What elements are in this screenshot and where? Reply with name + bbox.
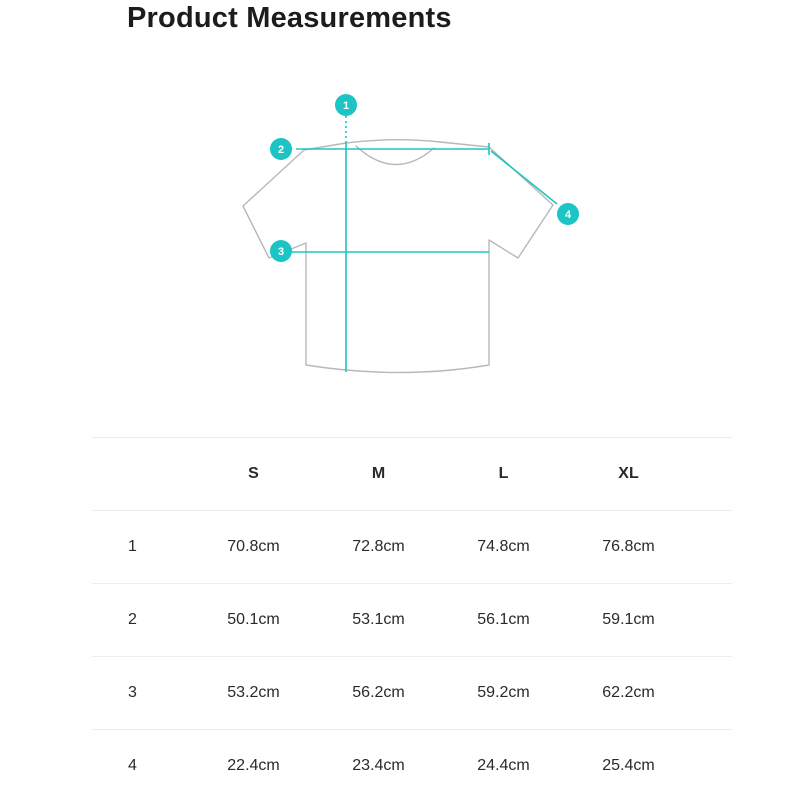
marker-1 [335,94,357,116]
table-row [92,511,732,584]
table-cell: 53.2cm [191,657,316,730]
table-cell: 72.8cm [316,511,441,584]
row-label: 1 [92,511,191,584]
table-cell: 59.2cm [441,657,566,730]
table-cell: 56.1cm [441,584,566,657]
svg-text:2: 2 [278,144,284,156]
marker-3 [270,240,292,262]
table-cell: 70.8cm [191,511,316,584]
header-trailing-cell [691,438,732,511]
table-cell: 76.8cm [566,511,691,584]
size-header-row [92,438,732,511]
size-table [92,437,732,802]
row-label: 3 [92,657,191,730]
table-cell: 24.4cm [441,730,566,802]
size-header-s: S [191,438,316,511]
measure-line-4 [491,151,557,204]
table-cell: 59.1cm [566,584,691,657]
measurement-lines [290,116,557,372]
table-cell: 56.2cm [316,657,441,730]
svg-text:1: 1 [343,100,349,112]
row-label: 4 [92,730,191,802]
table-cell: 62.2cm [566,657,691,730]
table-row [92,584,732,657]
trailing-cell [691,657,732,730]
tshirt-measurement-diagram [0,0,800,400]
size-header-m: M [316,438,441,511]
row-label: 2 [92,584,191,657]
table-cell: 74.8cm [441,511,566,584]
table-cell: 53.1cm [316,584,441,657]
svg-text:4: 4 [565,209,572,221]
marker-4 [557,203,579,225]
size-header-l: L [441,438,566,511]
header-empty-cell [92,438,191,511]
page-title: Product Measurements [127,2,452,35]
trailing-cell [691,584,732,657]
table-cell: 23.4cm [316,730,441,802]
trailing-cell [691,730,732,802]
table-cell: 22.4cm [191,730,316,802]
trailing-cell [691,511,732,584]
table-row [92,657,732,730]
size-header-xl: XL [566,438,691,511]
table-cell: 25.4cm [566,730,691,802]
table-cell: 50.1cm [191,584,316,657]
table-row [92,730,732,802]
svg-text:3: 3 [278,246,284,258]
marker-2 [270,138,292,160]
